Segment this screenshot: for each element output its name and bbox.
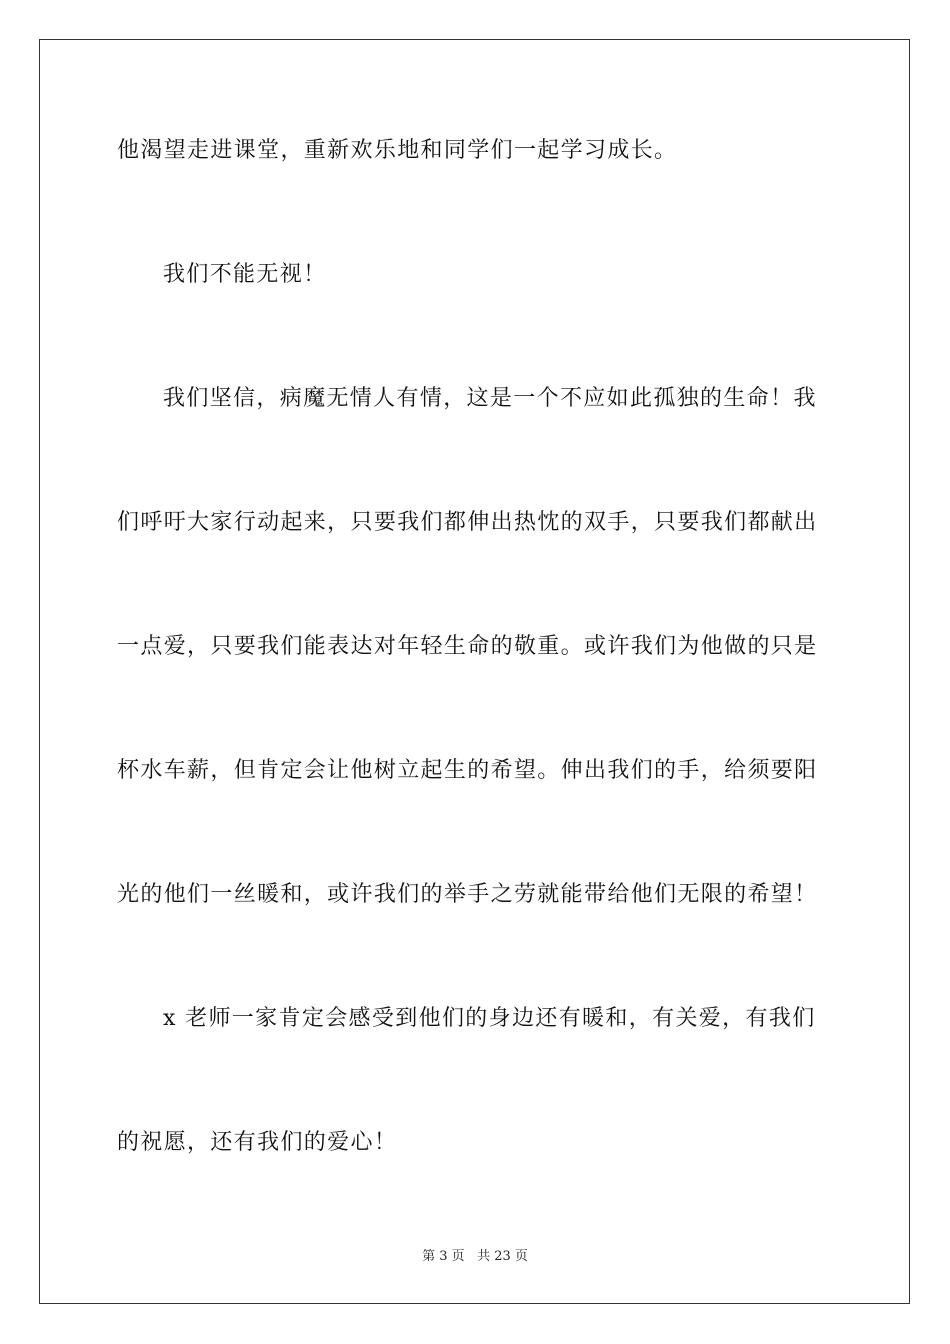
text-line-8: x 老师一家肯定会感受到他们的身边还有暖和，有关爱，有我们 [163,1006,816,1031]
text-line-7: 光的他们一丝暖和，或许我们的举手之劳就能带给他们无限的希望！ [117,882,818,907]
text-line-3: 我们坚信，病魔无情人有情，这是一个不应如此孤独的生命！我 [163,386,817,411]
text-line-9: 的祝愿，还有我们的爱心！ [117,1130,398,1155]
text-line-4: 们呼吁大家行动起来，只要我们都伸出热忱的双手，只要我们都献出 [117,510,818,535]
text-line-2: 我们不能无视！ [163,262,327,287]
text-line-6: 杯水车薪，但肯定会让他树立起生的希望。伸出我们的手，给须要阳 [117,758,818,783]
page-footer [0,1248,950,1266]
page-total: 共 23 页 [477,1249,528,1264]
page-border [39,39,910,1304]
text-line-1: 他渴望走进课堂，重新欢乐地和同学们一起学习成长。 [117,138,678,163]
text-line-5: 一点爱，只要我们能表达对年轻生命的敬重。或许我们为他做的只是 [117,634,818,659]
page-number: 第 3 页 [422,1249,465,1264]
